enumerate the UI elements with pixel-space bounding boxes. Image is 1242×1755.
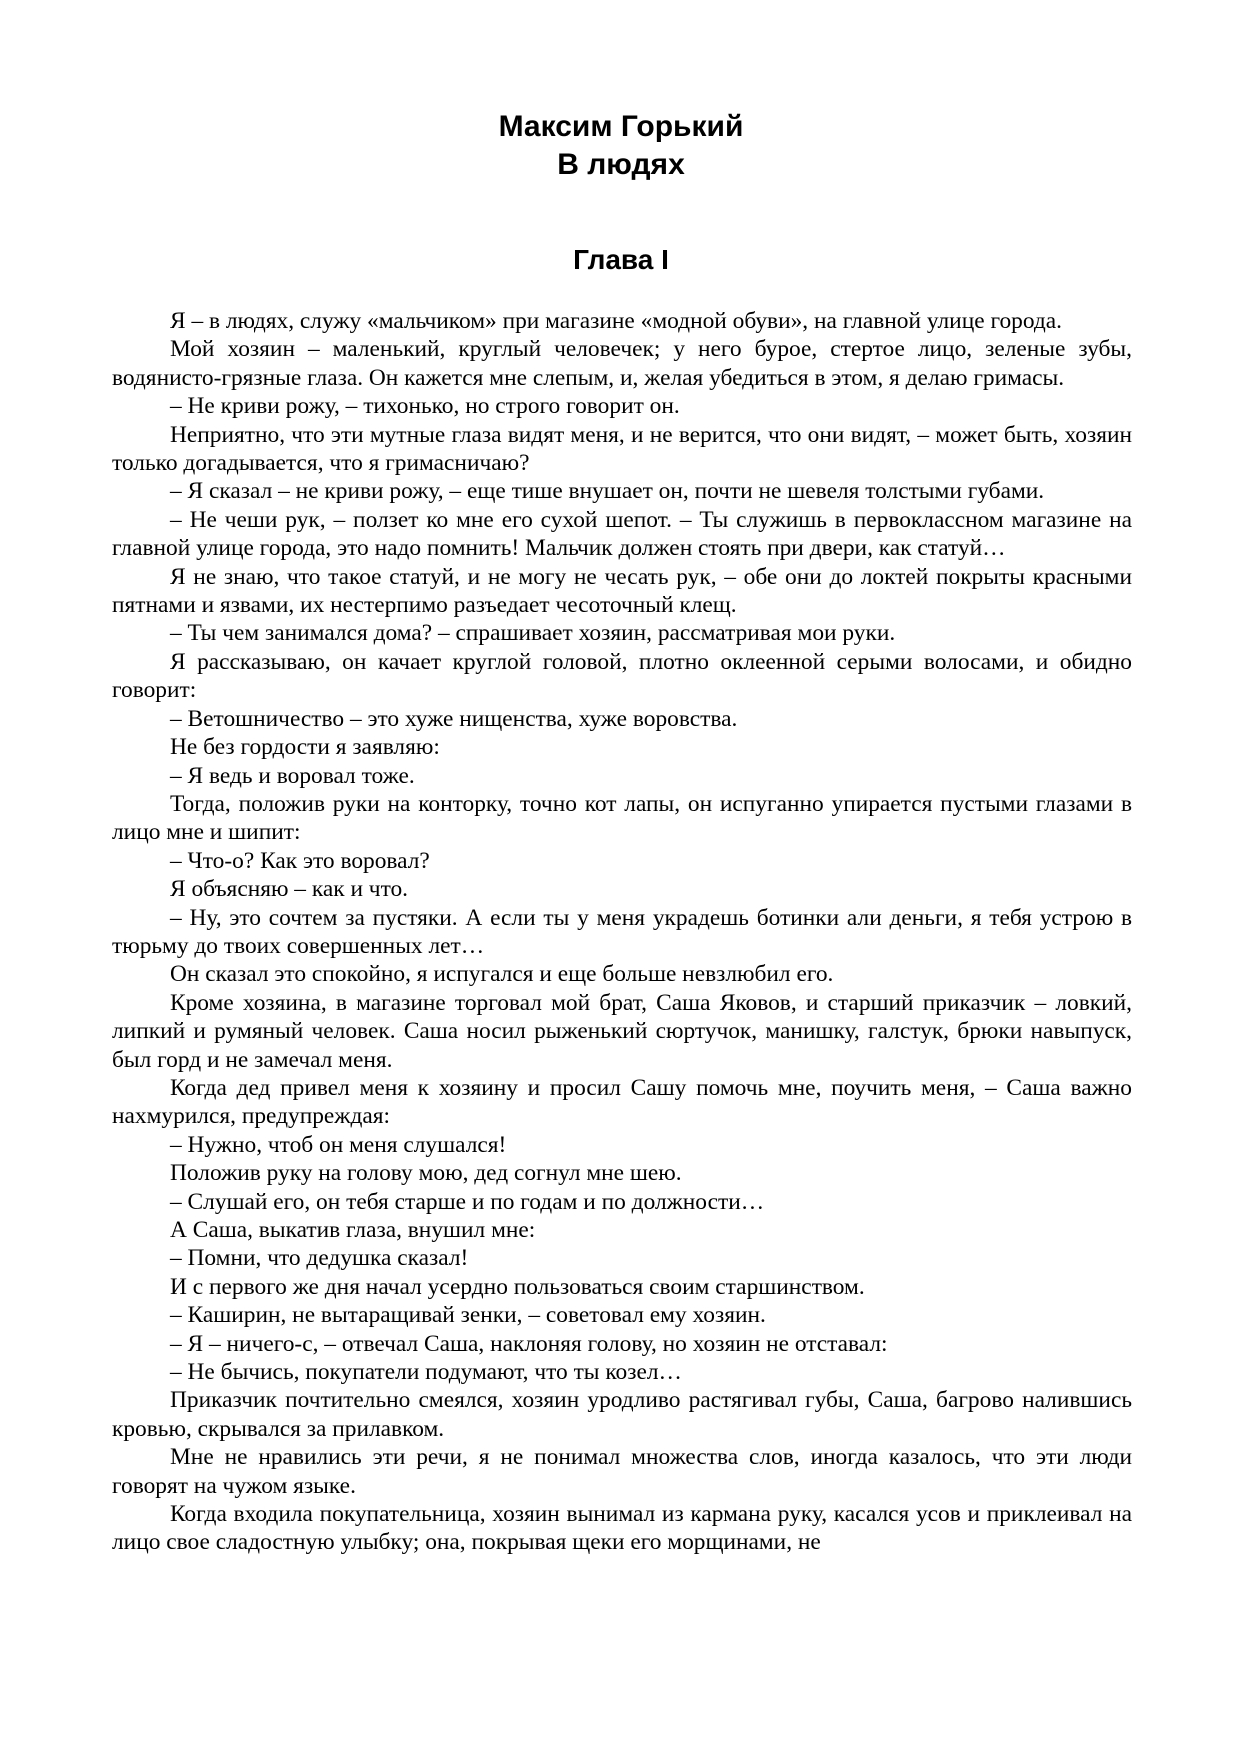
paragraph: Мне не нравились эти речи, я не понимал множества слов, иногда казалось, что эти люди говорят на чужом языке. — [112, 1444, 1132, 1499]
paragraph: Положив руку на голову мою, дед согнул мне шею. — [170, 1160, 682, 1187]
paragraph: Я объясняю – как и что. — [170, 876, 409, 903]
paragraph: Когда дед привел меня к хозяину и просил Сашу помочь мне, поучить меня, – Саша важно нахмурился, предупреждая: — [112, 1074, 1132, 1130]
paragraph: – Я сказал – не криви рожу, – еще тише внушает он, почти не шевеля толстыми губами. — [170, 478, 1045, 505]
paragraph: Неприятно, что эти мутные глаза видят меня, и не верится, что они видят, – может быть, хозяин только догадывается, что я гримасничаю? — [112, 421, 1132, 477]
paragraph: – Слушай его, он тебя старше и по годам и по должности… — [170, 1188, 765, 1215]
paragraph: Когда входила покупательница, хозяин вынимал из кармана руку, касался усов и приклеивал на лицо свое сладостную улыбку; она, покрывая щеки его морщинами, не — [112, 1501, 1132, 1556]
paragraph: Я не знаю, что такое статуй, и не могу не чесать рук, – обе они до локтей покрыты красными пятнами и язвами, их нестерпимо разъедает чесоточный клещ. — [112, 563, 1132, 619]
paragraph: – Что-о? Как это воровал? — [170, 847, 430, 874]
paragraph: Я рассказываю, он качает круглой головой, плотно оклеенной серыми волосами, и обидно говорит: — [112, 648, 1132, 704]
author-name: Максим Горький — [498, 110, 744, 143]
paragraph: – Каширин, не вытаращивай зенки, – советовал ему хозяин. — [170, 1302, 766, 1329]
paragraph: И с первого же дня начал усердно пользоваться своим старшинством. — [170, 1273, 865, 1300]
paragraph: Он сказал это спокойно, я испугался и еще больше невзлюбил его. — [170, 961, 834, 988]
book-title: В людях — [557, 148, 685, 181]
paragraph: Не без гордости я заявляю: — [170, 734, 440, 761]
paragraph: Тогда, положив руки на конторку, точно кот лапы, он испуганно упирается пустыми глазами в лицо мне и шипит: — [112, 790, 1132, 846]
paragraph: Приказчик почтительно смеялся, хозяин уродливо растягивал губы, Саша, багрово налившись кровью, скрывался за прилавком. — [112, 1387, 1132, 1442]
paragraph: – Помни, что дедушка сказал! — [170, 1245, 469, 1272]
paragraph: А Саша, выкатив глаза, внушил мне: — [170, 1217, 536, 1243]
paragraph: – Ветошничество – это хуже нищенства, хуже воровства. — [170, 705, 738, 732]
paragraph: – Нужно, чтоб он меня слушался! — [170, 1131, 507, 1158]
paragraph: – Я ведь и воровал тоже. — [170, 762, 415, 789]
paragraph: Кроме хозяина, в магазине торговал мой брат, Саша Яковов, и старший приказчик – ловкий, липкий и румяный человек. Саша носил рыженький сюртучок, манишку, галстук, брюки навыпуск, был горд и не замечал меня. — [112, 989, 1132, 1073]
paragraph: – Не чеши рук, – ползет ко мне его сухой шепот. – Ты служишь в первоклассном магазине на главной улице города, это надо помнить! Мальчик должен стоять при двери, как статуй… — [112, 506, 1132, 562]
paragraph: – Не бычись, покупатели подумают, что ты козел… — [170, 1359, 682, 1386]
paragraph: Я – в людях, служу «мальчиком» при магазине «модной обуви», на главной улице города. — [170, 308, 1062, 334]
book-header — [0, 108, 1242, 184]
chapter-body — [112, 307, 1132, 1557]
paragraph: – Ну, это сочтем за пустяки. А если ты у меня украдешь ботинки али деньги, я тебя устрою в тюрьму до твоих совершенных лет… — [112, 904, 1132, 959]
paragraph: – Я – ничего-с, – отвечал Саша, наклоняя голову, но хозяин не отставал: — [170, 1330, 888, 1357]
paragraph: Мой хозяин – маленький, круглый человечек; у него бурое, стертое лицо, зеленые зубы, водянисто-грязные глаза. Он кажется мне слепым, и, желая убедиться в этом, я делаю гримасы. — [112, 336, 1132, 391]
paragraph: – Ты чем занимался дома? – спрашивает хозяин, рассматривая мои руки. — [170, 620, 896, 647]
chapter-heading: Глава I — [573, 244, 669, 275]
paragraph: – Не криви рожу, – тихонько, но строго говорит он. — [170, 393, 680, 420]
